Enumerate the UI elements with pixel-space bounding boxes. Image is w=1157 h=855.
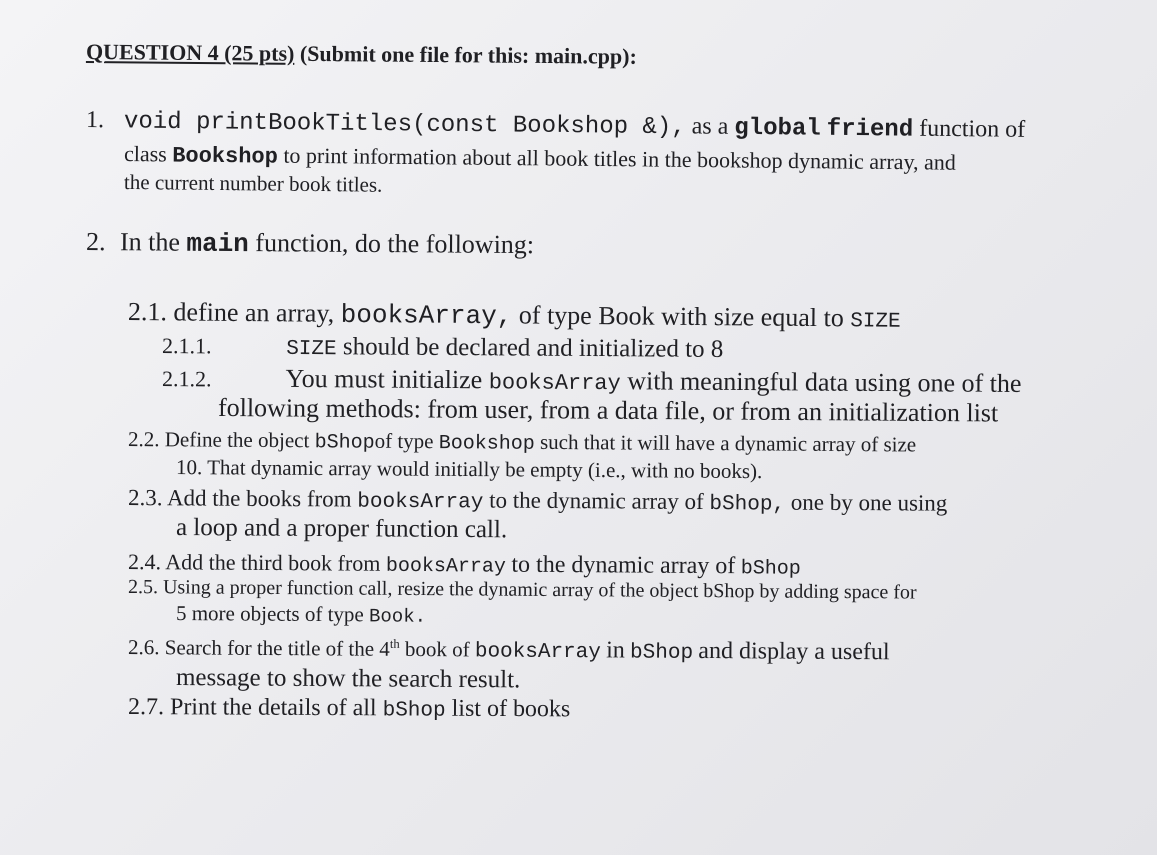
sub-2-7-number: 2.7. <box>127 694 165 721</box>
sub-2-6-text-4: and display a useful <box>698 637 890 666</box>
sub-2-6-line-1 <box>128 634 890 666</box>
function-signature: void printBookTitles(const Bookshop &), <box>123 108 686 142</box>
sub-2-5-number: 2.5. <box>127 576 159 599</box>
item-1-line-1 <box>86 107 1025 145</box>
sub-2-3-text-3: one by one using <box>790 489 948 516</box>
sub-2-1-text-1: define an array, <box>173 297 335 328</box>
sub-2-3-number: 2.3. <box>127 485 163 511</box>
sub-2-3-text-1: Add the books from <box>166 485 352 512</box>
keyword-main: main <box>186 228 249 260</box>
item-1-text-as-a: as a <box>691 113 729 140</box>
sub-2-1-2-number: 2.1.2. <box>161 366 212 392</box>
code-bshop: bShop, <box>709 493 786 517</box>
submit-instruction: (Submit one file for this: main.cpp): <box>294 40 637 69</box>
sub-2-6-text-2: book of <box>404 636 470 662</box>
sub-2-1-2-text-2: with meaningful data using one of the <box>627 366 1022 399</box>
ordinal-suffix: th <box>389 636 400 651</box>
sub-2-2-text-2: of type <box>374 428 434 454</box>
sub-2-2-text-3: such that it will have a dynamic array of size <box>539 429 917 457</box>
keyword-global: global <box>734 114 821 143</box>
sub-2-3-text-4: a loop and a proper function call. <box>175 514 508 544</box>
sub-2-5-line-2 <box>176 602 426 628</box>
code-bshop: bShop <box>382 699 446 723</box>
code-bshop: bShop <box>629 641 694 665</box>
code-book: Book. <box>368 605 427 628</box>
question-label: QUESTION 4 (25 pts) <box>85 39 295 66</box>
code-booksarray: booksArray <box>474 640 601 665</box>
sub-2-7-line <box>128 694 570 723</box>
item-1-text-function-of: function of <box>919 115 1026 143</box>
sub-2-2-text-1: Define the object <box>164 427 310 453</box>
sub-2-1-2-text-1: You must initialize <box>285 363 483 395</box>
sub-2-3-line-2 <box>176 514 507 544</box>
item-1-number: 1. <box>85 107 105 134</box>
sub-2-3-line-1 <box>128 485 948 518</box>
sub-2-1-line <box>128 298 901 334</box>
sub-2-2-number: 2.2. <box>127 427 160 452</box>
sub-2-4-number: 2.4. <box>127 549 162 575</box>
code-booksarray: booksArray, <box>340 299 513 332</box>
code-size: SIZE <box>286 337 337 362</box>
sub-2-2-line-1 <box>128 428 916 459</box>
sub-2-4-text-1: Add the third book from <box>165 549 381 576</box>
item-1-class-word: class <box>123 141 167 167</box>
sub-2-6-text-5: message to show the search result. <box>175 664 521 694</box>
keyword-friend: friend <box>826 115 914 144</box>
code-bshop: bShop <box>314 431 375 455</box>
sub-2-5-text-1: Using a proper function call, resize the dynamic array of the object bShop by adding space for <box>162 576 917 604</box>
sub-2-6-text-1: Search for the title of the 4 <box>164 635 390 661</box>
sub-2-1-1-line <box>162 332 724 364</box>
sub-2-6-number: 2.6. <box>127 635 160 660</box>
class-bookshop: Bookshop <box>172 143 279 170</box>
code-booksarray: booksArray <box>385 554 506 579</box>
sub-2-1-1-text: should be declared and initialized to 8 <box>342 333 724 363</box>
sub-2-1-number: 2.1. <box>127 297 168 327</box>
question-heading <box>86 40 637 69</box>
sub-2-1-1-number: 2.1.1. <box>161 333 212 359</box>
code-size: SIZE <box>850 310 901 334</box>
sub-2-5-line-1 <box>128 576 917 604</box>
code-booksarray: booksArray <box>357 490 484 515</box>
sub-2-1-text-2: of type Book with size equal to <box>518 300 844 333</box>
sub-2-6-text-3: in <box>606 637 625 664</box>
sub-2-1-2-line-2 <box>218 394 998 428</box>
item-1-line-3 <box>124 171 383 197</box>
sub-2-6-line-2 <box>176 664 521 694</box>
item-2-in-the: In the <box>119 227 181 257</box>
sub-2-2-text-4: 10. That dynamic array would initially be empty (i.e., with no books). <box>175 455 763 484</box>
sub-2-2-line-2 <box>176 456 762 483</box>
sub-2-1-2-text-3: following methods: from user, from a data file, or from an initialization list <box>217 393 999 428</box>
item-1-line-2-text: to print information about all book titles in the bookshop dynamic array, and <box>283 142 956 175</box>
item-2-text: function, do the following: <box>255 228 535 260</box>
sub-2-7-text-2: list of books <box>451 695 571 723</box>
code-bookshop: Bookshop <box>438 432 535 456</box>
sub-2-5-text-2: 5 more objects of type <box>175 601 364 627</box>
sub-2-3-text-2: to the dynamic array of <box>489 487 704 515</box>
item-1-line-3-text: the current number book titles. <box>123 170 383 197</box>
item-2-number: 2. <box>85 227 106 257</box>
code-bshop: bShop <box>740 557 801 581</box>
sub-2-7-text-1: Print the details of all <box>169 694 377 722</box>
sub-2-4-text-2: to the dynamic array of <box>511 551 736 580</box>
item-2-line <box>86 228 534 261</box>
code-booksarray: booksArray <box>488 370 621 397</box>
